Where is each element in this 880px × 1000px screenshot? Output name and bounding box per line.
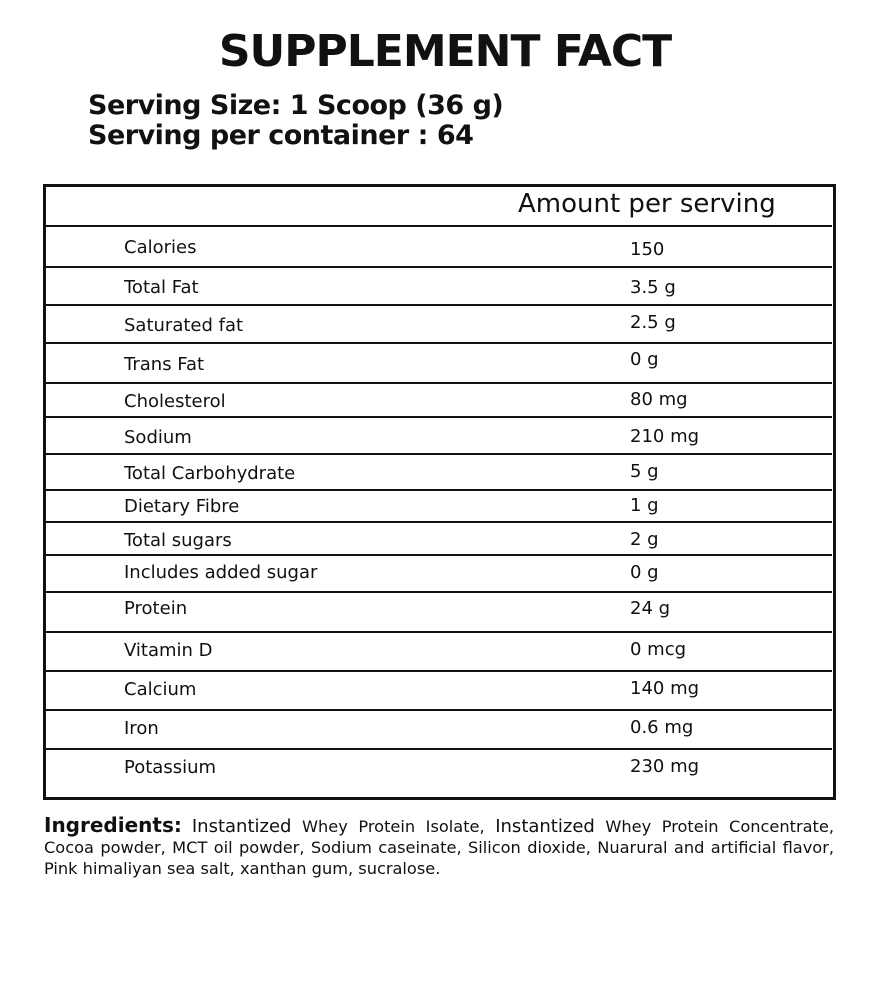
table-divider <box>46 670 832 672</box>
nutrient-value: 80 mg <box>630 389 688 410</box>
table-divider <box>46 453 832 455</box>
nutrient-value: 2.5 g <box>630 312 676 333</box>
table-divider <box>46 748 832 750</box>
table-divider <box>46 554 832 556</box>
table-divider <box>46 382 832 384</box>
nutrition-table <box>43 184 836 800</box>
nutrient-name: Calories <box>124 237 197 258</box>
nutrient-name: Total Fat <box>124 277 199 298</box>
table-divider <box>46 709 832 711</box>
nutrient-value: 230 mg <box>630 756 700 777</box>
nutrient-name: Calcium <box>124 679 197 700</box>
nutrient-value: 3.5 g <box>630 277 676 298</box>
ingredients-text <box>44 815 834 879</box>
nutrient-name: Protein <box>124 598 188 619</box>
nutrient-value: 24 g <box>630 598 671 619</box>
nutrient-name: Total Carbohydrate <box>124 463 296 484</box>
table-divider <box>46 489 832 491</box>
table-divider <box>46 304 832 306</box>
serving-per-container: Serving per container : 64 <box>88 120 474 151</box>
table-divider <box>46 521 832 523</box>
amount-per-serving-header: Amount per serving <box>518 189 776 219</box>
nutrient-name: Trans Fat <box>124 354 205 375</box>
table-divider <box>46 591 832 593</box>
table-divider <box>46 342 832 344</box>
serving-size: Serving Size: 1 Scoop (36 g) <box>88 90 504 121</box>
nutrient-value: 210 mg <box>630 426 700 447</box>
table-divider <box>46 225 832 227</box>
ingredient-prefix: Instantized <box>191 816 292 837</box>
nutrient-name: Sodium <box>124 427 192 448</box>
nutrient-value: 0 g <box>630 349 659 370</box>
ingredient-text: Whey Protein Isolate, <box>291 817 496 836</box>
nutrient-value: 150 <box>630 239 665 260</box>
nutrient-name: Total sugars <box>124 530 232 551</box>
nutrient-name: Iron <box>124 718 159 739</box>
nutrient-name: Potassium <box>124 757 217 778</box>
nutrient-value: 0.6 mg <box>630 717 694 738</box>
nutrient-name: Saturated fat <box>124 315 244 336</box>
nutrient-value: 0 mcg <box>630 639 687 660</box>
ingredient-prefix: Instantized <box>495 816 595 837</box>
nutrient-value: 140 mg <box>630 678 700 699</box>
page-title: SUPPLEMENT FACT <box>218 26 672 77</box>
nutrient-value: 1 g <box>630 495 659 516</box>
ingredients-label: Ingredients: <box>44 813 182 837</box>
nutrient-name: Dietary Fibre <box>124 496 240 517</box>
table-divider <box>46 416 832 418</box>
nutrient-name: Cholesterol <box>124 391 226 412</box>
ingredient-text: Whey Protein Concentrate, Cocoa powder, MCT oil powder, Sodium caseinate, Silicon dioxide, Nuarural and artificial flavor, Pink himaliyan sea salt, xanthan gum, sucralose. <box>44 817 834 878</box>
nutrient-name: Includes added sugar <box>124 562 318 583</box>
nutrient-name: Vitamin D <box>124 640 213 661</box>
nutrient-value: 0 g <box>630 562 659 583</box>
table-divider <box>46 266 832 268</box>
nutrient-value: 5 g <box>630 461 659 482</box>
table-divider <box>46 631 832 633</box>
nutrient-value: 2 g <box>630 529 659 550</box>
